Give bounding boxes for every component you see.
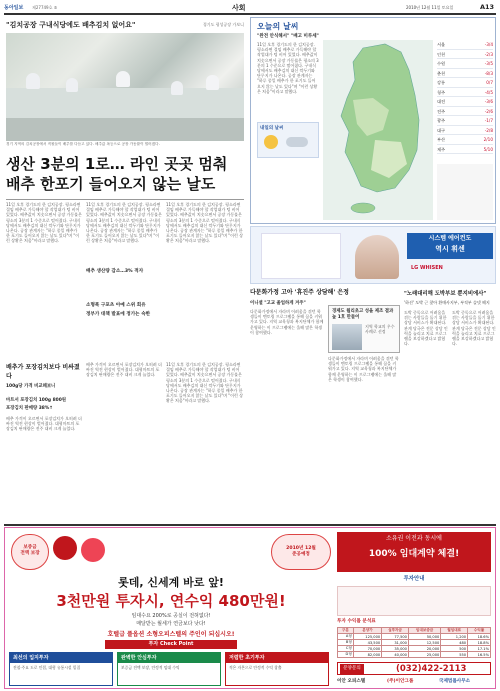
table-cell: 500 <box>441 646 468 652</box>
subhead-c: 정부가 대책 발표에 정가는 숙한 <box>86 312 151 317</box>
mid-story-box-caption: 지역 학교의 우수 사례로 선정 <box>365 324 395 335</box>
mid-story-body-2: 다문화가정에서 자라며 어려움을 겪던 학생들이 멘토링 프로그램을 통해 꿈을 키워가고 있다. 지역 교육청과 복지단체가 함께 운영하는 이 프로그램에는 올해 많은 학생이 참여했다. <box>328 356 399 382</box>
ad-badge-completion <box>271 534 331 570</box>
table-cell: 40,000 <box>382 652 409 658</box>
table-header-cell: 실투자금 <box>382 628 409 634</box>
weather-city-temp: -1/7 <box>484 118 493 123</box>
weather-city-temp: -3/4 <box>484 42 493 47</box>
weather-city-temp: -4/5 <box>484 89 493 95</box>
badge-line-3: 2010년 12월 <box>286 546 316 551</box>
contact-box <box>337 662 491 675</box>
sub-story-body: 배추 가격이 오르면서 포장김치가 오히려 더 싸진 역전 현상이 벌어졌다. 대형마트의 포장김치 판매량은 전주 대비 크게 늘었다. <box>6 416 82 432</box>
weather-city-row <box>437 40 493 50</box>
ad-right-title: 투자안내 <box>403 576 425 582</box>
check-point-label: 완벽한 안심투자 <box>118 653 220 663</box>
check-point-desc: 적은 자본으로 안정적 수익 창출 <box>229 665 282 670</box>
weather-city-name: 춘천 <box>437 70 446 76</box>
whisen-line-1: 시스템 에어컨도 <box>428 235 472 242</box>
masthead-rule <box>4 13 496 15</box>
table-header-cell: 구분 <box>338 628 354 634</box>
sub-story-body-2: 배추 가격이 오르면서 포장김치가 오히려 더 싸진 역전 현상이 벌어졌다. 대형마트의 포장김치 판매량은 전주 대비 크게 늘었다. <box>86 362 162 378</box>
ad-info-panel <box>337 586 491 616</box>
weather-city-name: 청주 <box>437 89 446 95</box>
check-point-label: 최선의 입지투자 <box>10 653 112 663</box>
whisen-ad <box>250 226 496 284</box>
forecast-panel <box>257 122 319 158</box>
ad-headline-1: 롯데, 신세계 바로 앞! <box>118 576 224 589</box>
newspaper-logo: 동아일보 <box>4 5 24 11</box>
table-cell: 50,000 <box>408 634 440 640</box>
table-cell: 77,500 <box>382 634 409 640</box>
weather-note: "완전 안식해서" "배고 미루세" <box>257 34 319 39</box>
check-point-label: 저렴한 초기투자 <box>226 653 328 663</box>
table-cell: A형 <box>338 634 354 640</box>
weather-city-name: 대구 <box>437 127 446 133</box>
table-cell: 18.6% <box>468 634 491 640</box>
issue-date: 2010년 12월 11일 토요일 <box>406 4 454 10</box>
headline-line-1: 생산 3분의 1로… 라인 곳곳 멈춰 <box>6 155 228 173</box>
table-cell: B형 <box>338 640 354 646</box>
sub-story-body-3: 11일 오후 경기도의 한 김치공장. 평소라면 절임 배추로 가득해야 할 작업대가 텅 비어 있었다. 배추값이 치솟으면서 공장 가동률은 평소의 3분의 1 수준으로 떨어졌다. 구내식당에서도 배추김치 대신 깍두기와 단무지가 나온다. 공장 관계자는 "하루 종일 배추가 한 포기도 들어오지 않는 날도 있다"며 "이런 상황은 처음"이라고 말했다. <box>166 362 243 404</box>
headline-rule <box>6 199 244 200</box>
subhead-a: 배추 생산량 감소…3% 적자 <box>86 269 144 274</box>
table-cell: 31,000 <box>382 640 409 646</box>
weather-city-row <box>437 59 493 69</box>
weather-text: 11일 오후 경기도의 한 김치공장. 평소라면 절임 배추로 가득해야 할 작업대가 텅 비어 있었다. 배추값이 치솟으면서 공장 가동률은 평소의 3분의 1 수준으로 떨어졌다. 구내식당에서도 배추김치 대신 깍두기와 단무지가 나온다. 공장 관계자는 "하루 종일 배추가 한 포기도 들어오지 않는 날도 있다"며 "이런 상황은 처음"이라고 말했다. <box>257 42 319 94</box>
weather-title: 오늘의 날씨 <box>257 22 299 31</box>
law-office-logo: 국제법률사무소 <box>439 679 471 684</box>
table-cell: 70,000 <box>353 646 381 652</box>
check-point-desc: 보증금 전액 보장, 안정적 임대 수익 <box>121 665 180 670</box>
investment-table <box>337 627 491 658</box>
weather-city-temp: -2/8 <box>484 127 493 133</box>
table-cell: 82,000 <box>353 652 381 658</box>
weather-city-row <box>437 50 493 60</box>
real-estate-ad <box>4 527 496 689</box>
mid-story-subhead: 이니셜 "고교 졸업하게 겨주" <box>250 301 306 306</box>
whisen-slogan-box <box>407 233 493 259</box>
right-story-body-2: 도박 중독으로 어려움을 겪는 사람들을 돕기 위한 상담 서비스가 확대된다. 관계 당국은 전문 상담 인력을 늘리고 치료 프로그램을 보강하겠다고 밝혔다. <box>452 310 496 347</box>
weather-city-name: 강릉 <box>437 80 446 85</box>
ad-divider <box>4 524 496 526</box>
table-header-cell: 임대보증금 <box>408 628 440 634</box>
weather-box <box>250 17 496 224</box>
table-header-cell: 수익률 <box>468 628 491 634</box>
whisen-line-2: 역시 휘센 <box>435 245 465 253</box>
weather-city-temp: -3/6 <box>484 99 493 104</box>
page-number: A13 <box>480 3 495 11</box>
weather-city-row <box>437 69 493 79</box>
right-story-body-1: 도박 중독으로 어려움을 겪는 사람들을 돕기 위한 상담 서비스가 확대된다. 관계 당국은 전문 상담 인력을 늘리고 치료 프로그램을 보강하겠다고 밝혔다. <box>404 310 448 347</box>
headline-line-2: 배추 한포기 들어오지 않는 날도 <box>6 175 216 193</box>
table-cell: 12,500 <box>408 640 440 646</box>
ad-top-line-2: 100% 임대계약 체결! <box>368 549 460 559</box>
story-body-col-1: 11일 오후 경기도의 한 김치공장. 평소라면 절임 배추로 가득해야 할 작업대가 텅 비어 있었다. 배추값이 치솟으면서 공장 가동률은 평소의 3분의 1 수준으로 떨어졌다. 구내식당에서도 배추김치 대신 깍두기와 단무지가 나온다. 공장 관계자는 "하루 종일 배추가 한 포기도 들어오지 않는 날도 있다"며 "이런 상황은 처음"이라고 말했다. <box>6 202 82 244</box>
badge-line-4: 준공예정 <box>292 552 310 557</box>
weather-city-name: 대전 <box>437 99 446 104</box>
map-svg <box>323 40 433 220</box>
weather-city-name: 수원 <box>437 61 446 66</box>
table-row <box>338 652 491 658</box>
table-title: 투자 수익률 분석표 <box>337 619 376 624</box>
contact-phone[interactable]: (032)422-2113 <box>396 664 467 674</box>
ad-sub-3: 호텔급 풀옵션 소형오피스텔의 주인이 되십시오! <box>107 631 235 638</box>
photo-caption: 경기 지역의 김치공장에서 직원들이 배추를 다듬고 있다. 배추값 폭등으로 공장 가동률이 떨어졌다. <box>6 142 160 146</box>
table-header-cell: 분양가 <box>353 628 381 634</box>
table-cell: 550 <box>441 652 468 658</box>
weather-city-row <box>437 135 493 145</box>
weather-city-temp: 2/10 <box>483 137 493 142</box>
check-point-item <box>9 652 113 686</box>
sub-story-line-1: 100g당 가격 비교해보니 <box>6 384 56 389</box>
story-body-col-3: 11일 오후 경기도의 한 김치공장. 평소라면 절임 배추로 가득해야 할 작업대가 텅 비어 있었다. 배추값이 치솟으면서 공장 가동률은 평소의 3분의 1 수준으로 떨어졌다. 구내식당에서도 배추김치 대신 깍두기와 단무지가 나온다. 공장 관계자는 "하루 종일 배추가 한 포기도 들어오지 않는 날도 있다"며 "이런 상황은 처음"이라고 말했다. <box>166 202 243 244</box>
ad-badge-circle <box>11 534 49 570</box>
sun-icon <box>264 135 278 149</box>
weather-city-temp: 5/10 <box>483 146 493 152</box>
check-point-item <box>117 652 221 686</box>
table-cell: 480 <box>441 640 468 646</box>
weather-city-row <box>437 107 493 117</box>
weather-stats-panel <box>261 233 341 279</box>
weather-city-row <box>437 78 493 88</box>
story-quote-source: 경기도 평성공장 가보니 <box>202 22 244 27</box>
weather-city-temp: -2/6 <box>484 108 493 114</box>
table-cell: 17.1% <box>468 646 491 652</box>
weather-city-name: 서울 <box>437 42 446 47</box>
table-cell: 20,000 <box>408 646 440 652</box>
mid-story-box-title: 경제도 월리초고 성을 제조 결과 높 1호 만들어 <box>332 309 394 320</box>
ad-top-banner <box>9 532 333 572</box>
weather-extra-panel <box>437 164 493 220</box>
ad-headline-2b: 480만원! <box>218 592 286 610</box>
weather-city-row <box>437 126 493 136</box>
developer-logo: (주)이안그룹 <box>387 679 414 684</box>
sub-story-title: 배추가 포장김치보다 비싸졌다 <box>6 364 80 380</box>
sub-story-line-3: 포장김치 판매량 38%↑ <box>6 406 53 411</box>
subhead-b: 소형폭 구포츠 아예 스위 회유 <box>86 303 146 308</box>
table-cell: 16.5% <box>468 652 491 658</box>
cloud-icon <box>286 137 308 147</box>
forecast-title: 내일의 날씨 <box>260 126 284 131</box>
weather-city-name: 제주 <box>437 146 446 152</box>
sub-story-line-2: 마트서 포장김치 100g 800원 <box>6 398 66 403</box>
weather-city-row <box>437 145 493 155</box>
table-cell: 1,200 <box>441 634 468 640</box>
right-story-headline: "노래대리해 도박부보 뿐지비에사" <box>404 291 487 297</box>
table-cell: 18.8% <box>468 640 491 646</box>
ad-icon-circle <box>53 536 77 560</box>
weather-city-temp: 0/7 <box>486 80 493 85</box>
mid-story-body-1: 다문화가정에서 자라며 어려움을 겪던 학생들이 멘토링 프로그램을 통해 꿈을 키워가고 있다. 지역 교육청과 복지단체가 함께 운영하는 이 프로그램에는 올해 많은 학생이 참여했다. <box>250 309 324 335</box>
contact-label: 분양문의 <box>340 664 364 674</box>
ad-headline-2a: 3천만원 투자시, 연수익 <box>56 592 219 610</box>
mid-story-box-photo <box>332 324 362 350</box>
story-quote: "김치공장 구내식당에도 배추김치 없어요" <box>6 21 136 29</box>
section-title: 사회 <box>232 4 246 12</box>
ad-icon-circle-2 <box>81 538 105 562</box>
model-house-label: 이안 오피스텔 <box>337 679 366 684</box>
story-body-col-2: 11일 오후 경기도의 한 김치공장. 평소라면 절임 배추로 가득해야 할 작업대가 텅 비어 있었다. 배추값이 치솟으면서 공장 가동률은 평소의 3분의 1 수준으로 떨어졌다. 구내식당에서도 배추김치 대신 깍두기와 단무지가 나온다. 공장 관계자는 "하루 종일 배추가 한 포기도 들어오지 않는 날도 있다"며 "이런 상황은 처음"이라고 말했다. <box>86 202 162 244</box>
check-point-item <box>225 652 329 686</box>
badge-line-1: 보증금 <box>23 545 37 550</box>
korea-map <box>323 40 433 220</box>
table-cell: 35,000 <box>382 646 409 652</box>
factory-photo <box>6 33 244 141</box>
model-photo <box>355 235 399 279</box>
weather-city-temp: -8/3 <box>484 70 493 76</box>
table-header-cell: 월임대료 <box>441 628 468 634</box>
weather-city-name: 광주 <box>437 118 446 123</box>
check-point-bar: 투자 Check Point <box>105 640 237 649</box>
weather-city-row <box>437 116 493 126</box>
weather-city-list <box>437 40 493 160</box>
weather-city-temp: -3/5 <box>484 61 493 66</box>
weather-city-name: 부산 <box>437 137 446 142</box>
table-cell: D형 <box>338 652 354 658</box>
mid-story-box <box>328 305 400 353</box>
ad-top-right <box>337 532 491 572</box>
ad-sub-1: 임대수요 200%로 공실이 전혀없다! <box>131 613 211 619</box>
weather-city-name: 전주 <box>437 108 446 114</box>
ad-logos <box>337 677 491 687</box>
table-cell: 25,000 <box>408 652 440 658</box>
weather-city-row <box>437 88 493 98</box>
issue-number: 제27749호 ⑤ <box>32 4 58 10</box>
right-story-subhead: '하선' 도박 근 찾아 환매사지부, 부적부 슬넷 해지 <box>404 300 490 305</box>
table-cell: 125,000 <box>353 634 381 640</box>
ad-headline-2 <box>9 590 333 610</box>
ad-sub-2: 매달받는 월세가 연금보다 낫다! <box>136 621 206 627</box>
table-cell: C형 <box>338 646 354 652</box>
badge-line-2: 전액 보장 <box>20 551 40 556</box>
table-cell: 43,500 <box>353 640 381 646</box>
weather-city-temp: -2/3 <box>484 51 493 57</box>
masthead <box>4 3 496 12</box>
story-quote-bar <box>6 17 244 31</box>
mid-story-headline: 다문화가정 고아 '휴진주 상담해' 은정 <box>250 289 349 296</box>
check-point-desc: 전철·주요 도로 인접, 대형 유통시설 밀집 <box>13 665 81 670</box>
ad-top-line-1: 소유권 이전과 동시에 <box>386 535 442 542</box>
main-headline <box>6 154 244 196</box>
whisen-brand: LG WHISEN <box>411 265 443 271</box>
check-points <box>9 652 333 686</box>
weather-city-row <box>437 97 493 107</box>
weather-city-name: 인천 <box>437 51 446 57</box>
